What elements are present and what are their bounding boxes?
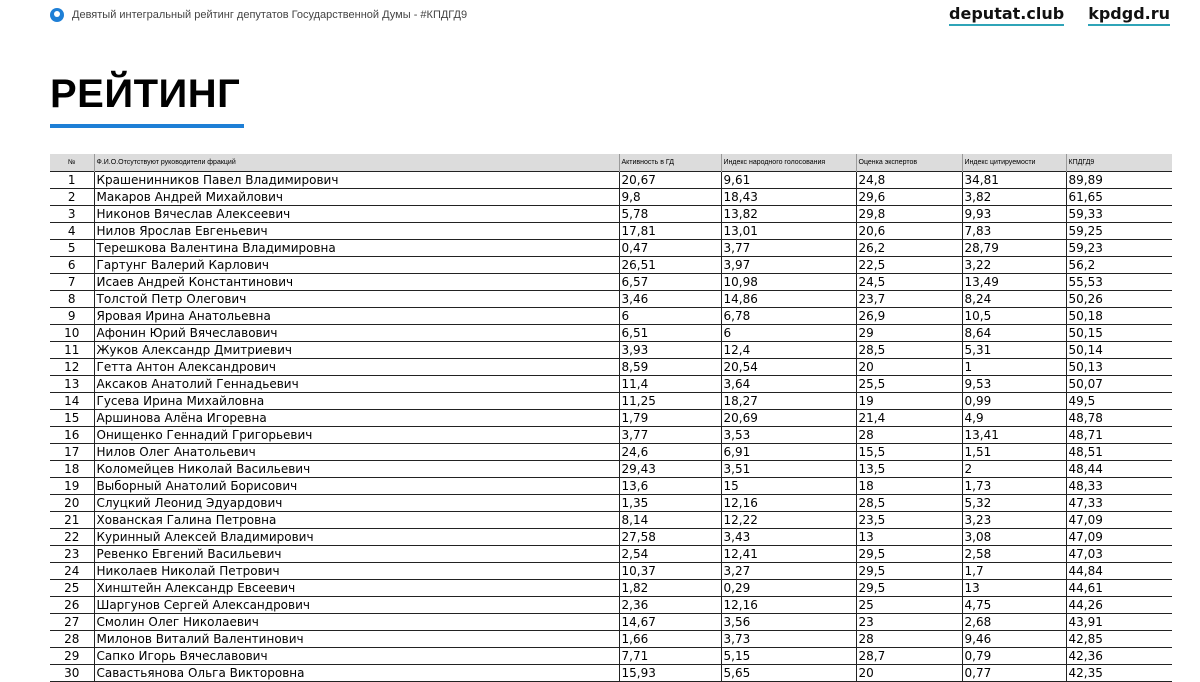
rank-cell: 29 (50, 648, 94, 665)
citation-cell: 34,81 (962, 172, 1066, 189)
citation-cell: 9,53 (962, 376, 1066, 393)
name-cell: Аксаков Анатолий Геннадьевич (94, 376, 619, 393)
total-score-cell: 59,33 (1066, 206, 1172, 223)
activity-cell: 6,51 (619, 325, 721, 342)
activity-cell: 1,82 (619, 580, 721, 597)
total-score-cell: 56,2 (1066, 257, 1172, 274)
popular-vote-cell: 3,73 (721, 631, 856, 648)
name-cell: Куринный Алексей Владимирович (94, 529, 619, 546)
name-cell: Сапко Игорь Вячеславович (94, 648, 619, 665)
activity-cell: 1,79 (619, 410, 721, 427)
popular-vote-cell: 3,64 (721, 376, 856, 393)
popular-vote-cell: 12,16 (721, 495, 856, 512)
table-row (50, 546, 1172, 563)
table-row (50, 376, 1172, 393)
table-row (50, 427, 1172, 444)
citation-cell: 7,83 (962, 223, 1066, 240)
activity-cell: 11,25 (619, 393, 721, 410)
activity-cell: 13,6 (619, 478, 721, 495)
column-header-citation: Индекс цитируемости (962, 154, 1066, 172)
column-header-activity: Активность в ГД (619, 154, 721, 172)
expert-score-cell: 22,5 (856, 257, 962, 274)
expert-score-cell: 29,6 (856, 189, 962, 206)
total-score-cell: 42,35 (1066, 665, 1172, 682)
popular-vote-cell: 12,16 (721, 597, 856, 614)
rank-cell: 16 (50, 427, 94, 444)
column-header-name: Ф.И.О.Отсутствуют руководители фракций (94, 154, 619, 172)
citation-cell: 5,32 (962, 495, 1066, 512)
citation-cell: 3,08 (962, 529, 1066, 546)
expert-score-cell: 21,4 (856, 410, 962, 427)
popular-vote-cell: 3,51 (721, 461, 856, 478)
activity-cell: 3,93 (619, 342, 721, 359)
expert-score-cell: 29,8 (856, 206, 962, 223)
activity-cell: 1,66 (619, 631, 721, 648)
activity-cell: 17,81 (619, 223, 721, 240)
popular-vote-cell: 14,86 (721, 291, 856, 308)
name-cell: Макаров Андрей Михайлович (94, 189, 619, 206)
popular-vote-cell: 3,77 (721, 240, 856, 257)
table-row (50, 597, 1172, 614)
activity-cell: 8,59 (619, 359, 721, 376)
expert-score-cell: 13 (856, 529, 962, 546)
link-deputat-club[interactable]: deputat.club (949, 4, 1064, 26)
expert-score-cell: 28,5 (856, 495, 962, 512)
name-cell: Яровая Ирина Анатольевна (94, 308, 619, 325)
citation-cell: 3,22 (962, 257, 1066, 274)
expert-score-cell: 29,5 (856, 546, 962, 563)
name-cell: Николаев Николай Петрович (94, 563, 619, 580)
activity-cell: 29,43 (619, 461, 721, 478)
rank-cell: 5 (50, 240, 94, 257)
popular-vote-cell: 18,43 (721, 189, 856, 206)
rank-cell: 26 (50, 597, 94, 614)
popular-vote-cell: 3,97 (721, 257, 856, 274)
site-logo-icon (50, 8, 64, 22)
citation-cell: 0,99 (962, 393, 1066, 410)
citation-cell: 2,68 (962, 614, 1066, 631)
rank-cell: 9 (50, 308, 94, 325)
expert-score-cell: 28,7 (856, 648, 962, 665)
expert-score-cell: 28 (856, 427, 962, 444)
activity-cell: 2,54 (619, 546, 721, 563)
activity-cell: 8,14 (619, 512, 721, 529)
total-score-cell: 48,71 (1066, 427, 1172, 444)
rank-cell: 13 (50, 376, 94, 393)
expert-score-cell: 20,6 (856, 223, 962, 240)
activity-cell: 1,35 (619, 495, 721, 512)
rank-cell: 25 (50, 580, 94, 597)
expert-score-cell: 25 (856, 597, 962, 614)
activity-cell: 20,67 (619, 172, 721, 189)
name-cell: Аршинова Алёна Игоревна (94, 410, 619, 427)
name-cell: Хованская Галина Петровна (94, 512, 619, 529)
popular-vote-cell: 13,01 (721, 223, 856, 240)
rank-cell: 20 (50, 495, 94, 512)
rank-cell: 17 (50, 444, 94, 461)
table-row (50, 274, 1172, 291)
citation-cell: 8,24 (962, 291, 1066, 308)
table-row (50, 665, 1172, 682)
total-score-cell: 55,53 (1066, 274, 1172, 291)
name-cell: Гартунг Валерий Карлович (94, 257, 619, 274)
name-cell: Жуков Александр Дмитриевич (94, 342, 619, 359)
total-score-cell: 44,84 (1066, 563, 1172, 580)
popular-vote-cell: 20,54 (721, 359, 856, 376)
total-score-cell: 50,07 (1066, 376, 1172, 393)
rank-cell: 1 (50, 172, 94, 189)
total-score-cell: 50,26 (1066, 291, 1172, 308)
total-score-cell: 48,78 (1066, 410, 1172, 427)
expert-score-cell: 23 (856, 614, 962, 631)
popular-vote-cell: 10,98 (721, 274, 856, 291)
name-cell: Толстой Петр Олегович (94, 291, 619, 308)
citation-cell: 1,51 (962, 444, 1066, 461)
activity-cell: 26,51 (619, 257, 721, 274)
column-header-popular-vote: Индекс народного голосования (721, 154, 856, 172)
popular-vote-cell: 6,91 (721, 444, 856, 461)
popular-vote-cell: 3,27 (721, 563, 856, 580)
activity-cell: 7,71 (619, 648, 721, 665)
column-header-expert-score: Оценка экспертов (856, 154, 962, 172)
expert-score-cell: 20 (856, 665, 962, 682)
table-row (50, 648, 1172, 665)
popular-vote-cell: 3,56 (721, 614, 856, 631)
citation-cell: 28,79 (962, 240, 1066, 257)
name-cell: Смолин Олег Николаевич (94, 614, 619, 631)
rank-cell: 10 (50, 325, 94, 342)
name-cell: Милонов Виталий Валентинович (94, 631, 619, 648)
table-row (50, 325, 1172, 342)
total-score-cell: 48,44 (1066, 461, 1172, 478)
name-cell: Гетта Антон Александрович (94, 359, 619, 376)
name-cell: Терешкова Валентина Владимировна (94, 240, 619, 257)
citation-cell: 2 (962, 461, 1066, 478)
expert-score-cell: 29,5 (856, 580, 962, 597)
popular-vote-cell: 18,27 (721, 393, 856, 410)
activity-cell: 6 (619, 308, 721, 325)
expert-score-cell: 19 (856, 393, 962, 410)
name-cell: Слуцкий Леонид Эдуардович (94, 495, 619, 512)
site-header (50, 8, 467, 22)
header-links (949, 4, 1170, 26)
rank-cell: 3 (50, 206, 94, 223)
total-score-cell: 61,65 (1066, 189, 1172, 206)
citation-cell: 3,82 (962, 189, 1066, 206)
rank-cell: 22 (50, 529, 94, 546)
popular-vote-cell: 6 (721, 325, 856, 342)
expert-score-cell: 29 (856, 325, 962, 342)
rank-cell: 15 (50, 410, 94, 427)
expert-score-cell: 24,5 (856, 274, 962, 291)
table-row (50, 478, 1172, 495)
citation-cell: 1 (962, 359, 1066, 376)
rank-cell: 21 (50, 512, 94, 529)
citation-cell: 1,7 (962, 563, 1066, 580)
table-row (50, 189, 1172, 206)
expert-score-cell: 26,2 (856, 240, 962, 257)
expert-score-cell: 28,5 (856, 342, 962, 359)
name-cell: Исаев Андрей Константинович (94, 274, 619, 291)
table-row (50, 206, 1172, 223)
rank-cell: 14 (50, 393, 94, 410)
citation-cell: 13,41 (962, 427, 1066, 444)
popular-vote-cell: 3,53 (721, 427, 856, 444)
popular-vote-cell: 20,69 (721, 410, 856, 427)
total-score-cell: 49,5 (1066, 393, 1172, 410)
popular-vote-cell: 12,22 (721, 512, 856, 529)
citation-cell: 13,49 (962, 274, 1066, 291)
rank-cell: 28 (50, 631, 94, 648)
rank-cell: 12 (50, 359, 94, 376)
citation-cell: 9,93 (962, 206, 1066, 223)
popular-vote-cell: 3,43 (721, 529, 856, 546)
rating-table (50, 154, 1172, 682)
activity-cell: 3,77 (619, 427, 721, 444)
table-row (50, 172, 1172, 189)
citation-cell: 8,64 (962, 325, 1066, 342)
total-score-cell: 42,36 (1066, 648, 1172, 665)
rank-cell: 11 (50, 342, 94, 359)
total-score-cell: 59,25 (1066, 223, 1172, 240)
total-score-cell: 89,89 (1066, 172, 1172, 189)
name-cell: Хинштейн Александр Евсеевич (94, 580, 619, 597)
citation-cell: 5,31 (962, 342, 1066, 359)
activity-cell: 14,67 (619, 614, 721, 631)
total-score-cell: 50,18 (1066, 308, 1172, 325)
column-header-number: № (50, 154, 94, 172)
table-row (50, 393, 1172, 410)
name-cell: Никонов Вячеслав Алексеевич (94, 206, 619, 223)
expert-score-cell: 18 (856, 478, 962, 495)
activity-cell: 5,78 (619, 206, 721, 223)
expert-score-cell: 23,5 (856, 512, 962, 529)
expert-score-cell: 13,5 (856, 461, 962, 478)
name-cell: Крашенинников Павел Владимирович (94, 172, 619, 189)
expert-score-cell: 29,5 (856, 563, 962, 580)
table-row (50, 614, 1172, 631)
rating-table-body (50, 172, 1172, 682)
column-header-total: КПДГД9 (1066, 154, 1172, 172)
table-row (50, 563, 1172, 580)
name-cell: Нилов Олег Анатольевич (94, 444, 619, 461)
citation-cell: 2,58 (962, 546, 1066, 563)
citation-cell: 1,73 (962, 478, 1066, 495)
table-row (50, 495, 1172, 512)
citation-cell: 10,5 (962, 308, 1066, 325)
activity-cell: 10,37 (619, 563, 721, 580)
table-row (50, 291, 1172, 308)
activity-cell: 3,46 (619, 291, 721, 308)
total-score-cell: 43,91 (1066, 614, 1172, 631)
popular-vote-cell: 5,65 (721, 665, 856, 682)
rank-cell: 18 (50, 461, 94, 478)
popular-vote-cell: 15 (721, 478, 856, 495)
name-cell: Выборный Анатолий Борисович (94, 478, 619, 495)
popular-vote-cell: 12,41 (721, 546, 856, 563)
rank-cell: 24 (50, 563, 94, 580)
page-title: РЕЙТИНГ (50, 72, 241, 116)
activity-cell: 9,8 (619, 189, 721, 206)
rank-cell: 4 (50, 223, 94, 240)
total-score-cell: 48,33 (1066, 478, 1172, 495)
table-row (50, 461, 1172, 478)
total-score-cell: 50,14 (1066, 342, 1172, 359)
name-cell: Савастьянова Ольга Викторовна (94, 665, 619, 682)
citation-cell: 0,77 (962, 665, 1066, 682)
total-score-cell: 44,26 (1066, 597, 1172, 614)
total-score-cell: 47,09 (1066, 529, 1172, 546)
citation-cell: 0,79 (962, 648, 1066, 665)
total-score-cell: 42,85 (1066, 631, 1172, 648)
expert-score-cell: 26,9 (856, 308, 962, 325)
rank-cell: 30 (50, 665, 94, 682)
name-cell: Онищенко Геннадий Григорьевич (94, 427, 619, 444)
expert-score-cell: 20 (856, 359, 962, 376)
site-title: Девятый интегральный рейтинг депутатов Государственной Думы - #КПДГД9 (72, 9, 468, 21)
rank-cell: 2 (50, 189, 94, 206)
activity-cell: 6,57 (619, 274, 721, 291)
name-cell: Коломейцев Николай Васильевич (94, 461, 619, 478)
citation-cell: 4,75 (962, 597, 1066, 614)
activity-cell: 27,58 (619, 529, 721, 546)
total-score-cell: 47,03 (1066, 546, 1172, 563)
table-row (50, 580, 1172, 597)
activity-cell: 24,6 (619, 444, 721, 461)
table-row (50, 631, 1172, 648)
link-kpdgd[interactable]: kpdgd.ru (1088, 4, 1170, 26)
title-underline (50, 124, 244, 128)
popular-vote-cell: 13,82 (721, 206, 856, 223)
popular-vote-cell: 9,61 (721, 172, 856, 189)
activity-cell: 0,47 (619, 240, 721, 257)
table-row (50, 240, 1172, 257)
name-cell: Ревенко Евгений Васильевич (94, 546, 619, 563)
total-score-cell: 47,33 (1066, 495, 1172, 512)
table-row (50, 529, 1172, 546)
activity-cell: 2,36 (619, 597, 721, 614)
name-cell: Гусева Ирина Михайловна (94, 393, 619, 410)
total-score-cell: 50,15 (1066, 325, 1172, 342)
citation-cell: 13 (962, 580, 1066, 597)
table-row (50, 444, 1172, 461)
rank-cell: 6 (50, 257, 94, 274)
name-cell: Шаргунов Сергей Александрович (94, 597, 619, 614)
popular-vote-cell: 0,29 (721, 580, 856, 597)
expert-score-cell: 24,8 (856, 172, 962, 189)
table-row (50, 223, 1172, 240)
rank-cell: 7 (50, 274, 94, 291)
citation-cell: 9,46 (962, 631, 1066, 648)
name-cell: Нилов Ярослав Евгеньевич (94, 223, 619, 240)
total-score-cell: 48,51 (1066, 444, 1172, 461)
table-row (50, 257, 1172, 274)
citation-cell: 3,23 (962, 512, 1066, 529)
popular-vote-cell: 5,15 (721, 648, 856, 665)
activity-cell: 11,4 (619, 376, 721, 393)
rank-cell: 27 (50, 614, 94, 631)
rank-cell: 8 (50, 291, 94, 308)
expert-score-cell: 23,7 (856, 291, 962, 308)
table-row (50, 308, 1172, 325)
citation-cell: 4,9 (962, 410, 1066, 427)
table-header-row (50, 154, 1172, 172)
table-row (50, 342, 1172, 359)
expert-score-cell: 25,5 (856, 376, 962, 393)
popular-vote-cell: 12,4 (721, 342, 856, 359)
name-cell: Афонин Юрий Вячеславович (94, 325, 619, 342)
table-row (50, 410, 1172, 427)
total-score-cell: 47,09 (1066, 512, 1172, 529)
popular-vote-cell: 6,78 (721, 308, 856, 325)
activity-cell: 15,93 (619, 665, 721, 682)
rank-cell: 23 (50, 546, 94, 563)
table-row (50, 359, 1172, 376)
rank-cell: 19 (50, 478, 94, 495)
table-row (50, 512, 1172, 529)
expert-score-cell: 15,5 (856, 444, 962, 461)
total-score-cell: 59,23 (1066, 240, 1172, 257)
expert-score-cell: 28 (856, 631, 962, 648)
total-score-cell: 50,13 (1066, 359, 1172, 376)
total-score-cell: 44,61 (1066, 580, 1172, 597)
